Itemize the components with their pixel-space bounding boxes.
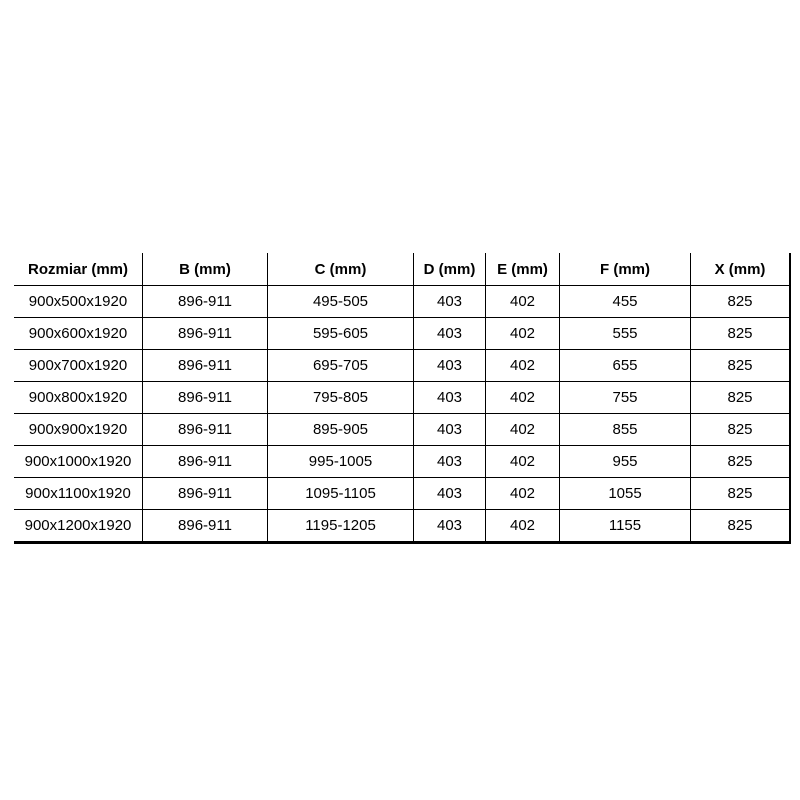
table-cell: 825 [691, 350, 791, 382]
table-cell: 825 [691, 414, 791, 446]
table-row [14, 414, 790, 446]
table-cell: 896-911 [143, 414, 268, 446]
column-header: B (mm) [143, 253, 268, 286]
table-cell: 825 [691, 286, 791, 318]
table-cell: 900x1200x1920 [14, 510, 143, 543]
table-row [14, 350, 790, 382]
dimensions-table [14, 253, 791, 544]
table-cell: 896-911 [143, 350, 268, 382]
table-cell: 900x500x1920 [14, 286, 143, 318]
column-header: X (mm) [691, 253, 791, 286]
table-header [14, 253, 790, 286]
column-header: Rozmiar (mm) [14, 253, 143, 286]
table-cell: 403 [414, 318, 486, 350]
table-cell: 900x800x1920 [14, 382, 143, 414]
table-cell: 695-705 [268, 350, 414, 382]
table-cell: 403 [414, 510, 486, 543]
table-cell: 1155 [560, 510, 691, 543]
table-row [14, 318, 790, 350]
table-cell: 402 [486, 286, 560, 318]
table-cell: 995-1005 [268, 446, 414, 478]
table-cell: 402 [486, 510, 560, 543]
table-cell: 896-911 [143, 318, 268, 350]
table-body [14, 286, 790, 543]
table-row [14, 446, 790, 478]
table-cell: 825 [691, 318, 791, 350]
table-cell: 403 [414, 382, 486, 414]
table-cell: 896-911 [143, 478, 268, 510]
table-cell: 900x1100x1920 [14, 478, 143, 510]
column-header: D (mm) [414, 253, 486, 286]
table-cell: 402 [486, 478, 560, 510]
table-cell: 402 [486, 318, 560, 350]
table-row [14, 382, 790, 414]
table-cell: 900x700x1920 [14, 350, 143, 382]
table-cell: 900x900x1920 [14, 414, 143, 446]
table-cell: 595-605 [268, 318, 414, 350]
table-cell: 403 [414, 286, 486, 318]
table-cell: 755 [560, 382, 691, 414]
table-cell: 795-805 [268, 382, 414, 414]
table-cell: 495-505 [268, 286, 414, 318]
table-cell: 1095-1105 [268, 478, 414, 510]
table-cell: 896-911 [143, 510, 268, 543]
table-cell: 555 [560, 318, 691, 350]
table-cell: 900x600x1920 [14, 318, 143, 350]
table-cell: 402 [486, 382, 560, 414]
table-cell: 955 [560, 446, 691, 478]
table-cell: 895-905 [268, 414, 414, 446]
table-row [14, 286, 790, 318]
table-cell: 655 [560, 350, 691, 382]
table-cell: 825 [691, 510, 791, 543]
table-cell: 403 [414, 478, 486, 510]
column-header: C (mm) [268, 253, 414, 286]
column-header: E (mm) [486, 253, 560, 286]
table-cell: 455 [560, 286, 691, 318]
table-cell: 825 [691, 478, 791, 510]
table-cell: 402 [486, 350, 560, 382]
table-cell: 403 [414, 414, 486, 446]
table-cell: 825 [691, 446, 791, 478]
table-cell: 896-911 [143, 286, 268, 318]
table-cell: 855 [560, 414, 691, 446]
table-cell: 403 [414, 350, 486, 382]
table-row [14, 478, 790, 510]
table-cell: 900x1000x1920 [14, 446, 143, 478]
table-cell: 896-911 [143, 382, 268, 414]
table-cell: 402 [486, 414, 560, 446]
table-cell: 1195-1205 [268, 510, 414, 543]
table-cell: 825 [691, 382, 791, 414]
table-cell: 402 [486, 446, 560, 478]
table-cell: 896-911 [143, 446, 268, 478]
table-cell: 1055 [560, 478, 691, 510]
header-row [14, 253, 790, 286]
table-cell: 403 [414, 446, 486, 478]
table-row [14, 510, 790, 543]
column-header: F (mm) [560, 253, 691, 286]
